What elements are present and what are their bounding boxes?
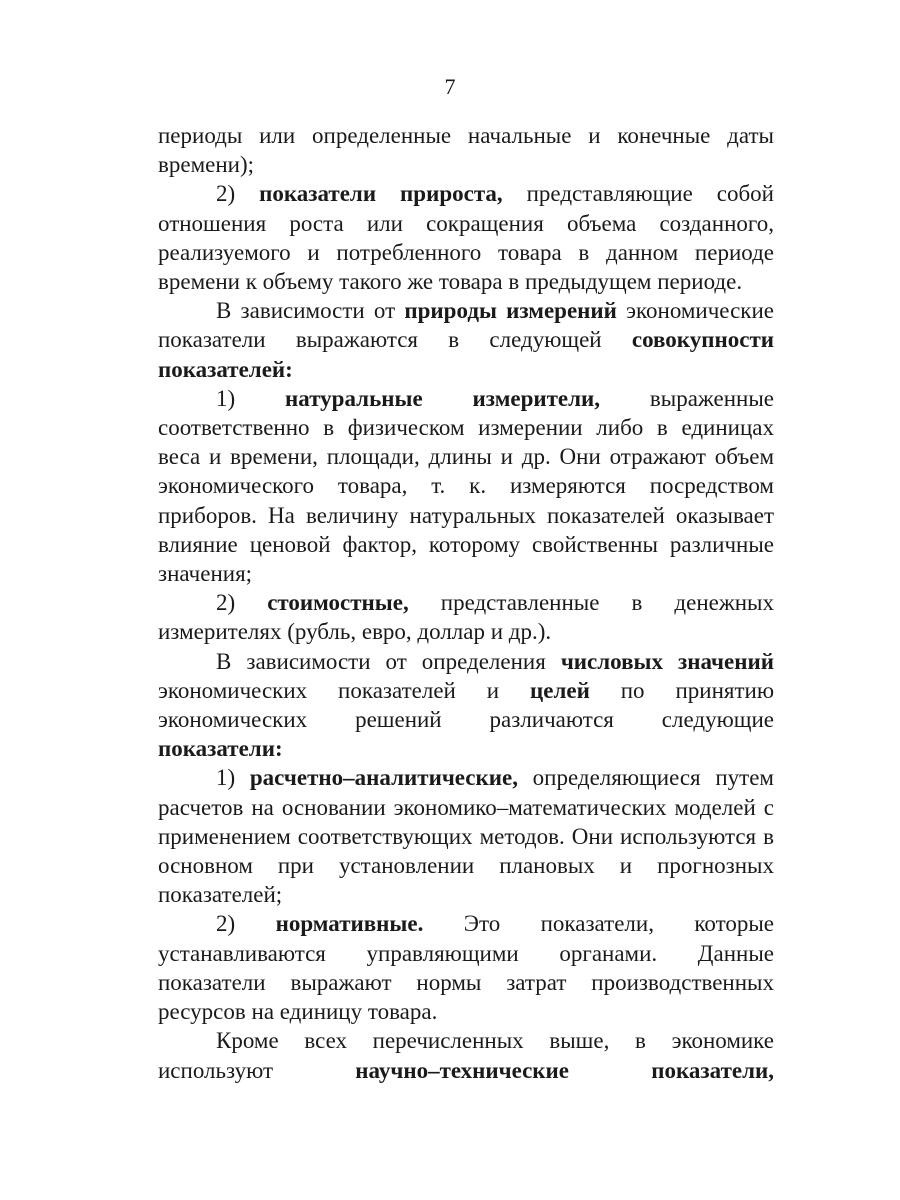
paragraph-text: В зависимости от определения [216,648,561,674]
paragraph-text: выраженные соответственно в физическом измерении либо в единицах веса и времени, площади, длины и др. Они отражают объем экономического товара, т. к. измеряются посредством приборов. На величину натуральных показателей оказывает влияние ценовой фактор, которому свойственны различные значения; [158,385,774,587]
paragraph-text: представляющие собой отношения роста или сокращения объема созданного, реализуемого и потребленного товара в данном периоде времени к объему такого же товара в предыдущем периоде. [158,181,774,295]
bold-term: стоимостные, [267,590,409,616]
paragraph [158,763,774,909]
paragraph-text: 2) [216,590,268,616]
bold-term: числовых значений [560,648,774,674]
bold-term: природы измерений [404,298,617,324]
paragraph-text: экономические показатели выражаются в следующей [158,298,774,353]
bold-term: целей [530,677,590,703]
paragraph [158,179,774,296]
bold-term: натуральные измерители, [285,385,601,411]
paragraph [158,647,774,764]
bold-term: научно–технические показатели, [355,1057,774,1083]
paragraph-text: 1) [216,765,250,791]
paragraph-text: по принятию экономических решений различаются следующие [158,677,775,733]
bold-term: совокупности показателей: [158,327,774,382]
bold-term: расчетно–аналитические, [249,765,518,791]
paragraph [158,296,774,384]
paragraph [158,121,774,179]
paragraph-text: определяющиеся путем расчетов на основании экономико–математических моделей с применением соответствующих методов. Они используются в основном при установлении плановых и прогнозных показателей; [158,765,774,908]
bold-term: показатели прироста, [259,181,503,207]
paragraph [158,909,774,1026]
paragraph-text: В зависимости от [216,298,405,324]
paragraph-text: экономических показателей и [158,677,530,703]
paragraph-text: Кроме всех перечисленных выше, в экономике используют [158,1028,774,1083]
paragraph-text: 2) [216,911,276,937]
paragraph-text: 1) [216,385,286,411]
paragraph-text: 2) [216,181,260,207]
paragraph-text: периоды или определенные начальные и конечные даты времени); [158,123,774,178]
page-number: 7 [444,74,456,99]
bold-term: показатели: [158,736,283,762]
bold-term: нормативные. [275,911,424,937]
paragraph [158,384,774,588]
paragraph-text: Это показатели, которые устанавливаются управляющими органами. Данные показатели выражают нормы затрат производственных ресурсов на единицу товара. [158,911,774,1025]
paragraph-text: представленные в денежных измерителях (рубль, евро, доллар и др.). [158,590,774,645]
body-text [158,121,774,1085]
paragraph [158,588,774,646]
paragraph [158,1026,774,1084]
